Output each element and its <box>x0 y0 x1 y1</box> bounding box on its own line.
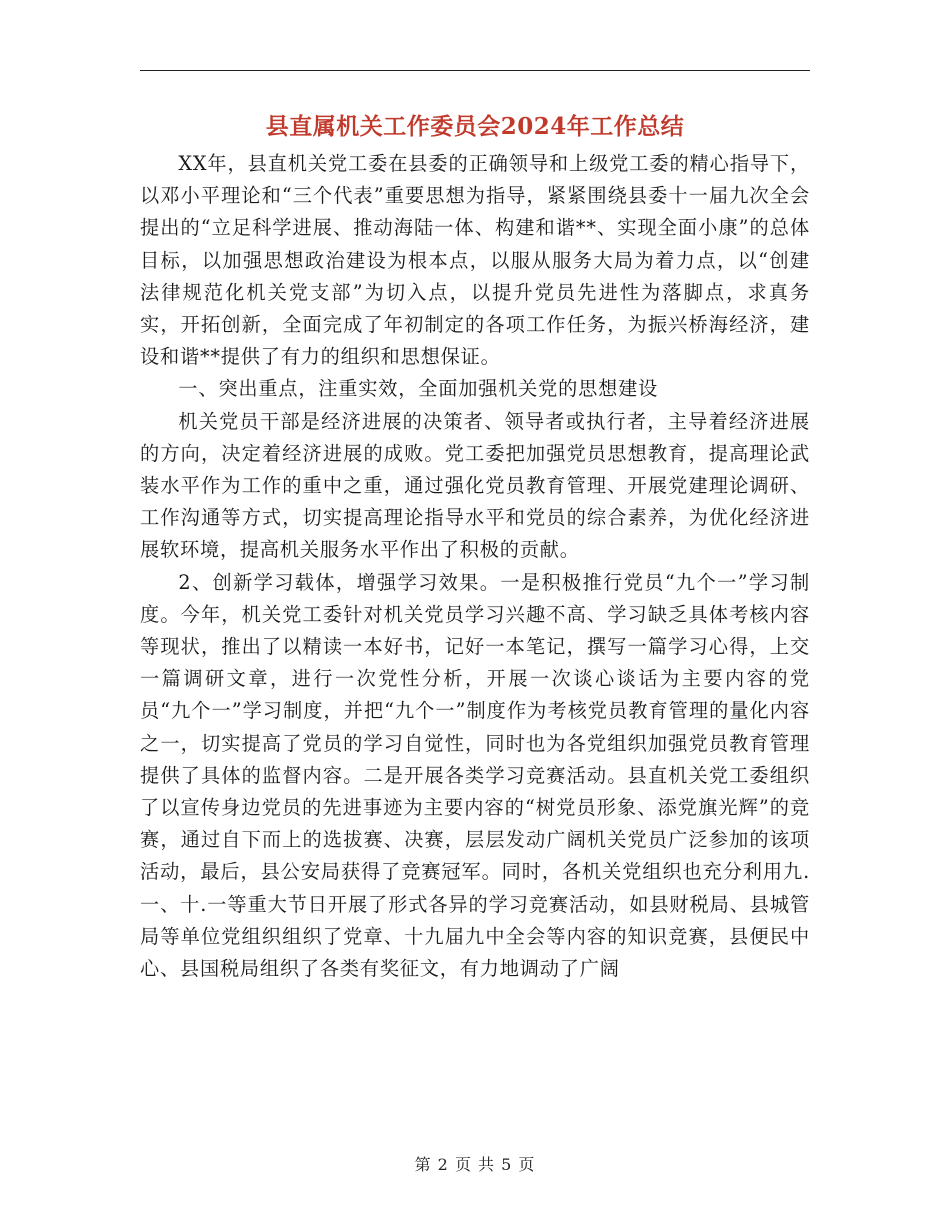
document-body <box>140 148 810 985</box>
section-heading-1: 一、突出重点，注重实效，全面加强机关党的思想建设 <box>178 377 659 401</box>
document-title: 县直属机关工作委员会2024年工作总结 <box>265 113 685 140</box>
header-rule <box>140 70 810 71</box>
page-number: 第 2 页 共 5 页 <box>414 1155 536 1174</box>
paragraph-item-2: 2、创新学习载体，增强学习效果。一是积极推行党员“九个一”学习制度。今年，机关党工委针对机关党员学习兴趣不高、学习缺乏具体考核内容等现状，推出了以精读一本好书，记好一本笔记，撰写一篇学习心得，上交一篇调研文章，进行一次党性分析，开展一次谈心谈话为主要内容的党员“九个一”学习制度，并把“九个一”制度作为考核党员教育管理的量化内容之一，切实提高了党员的学习自觉性，同时也为各党组织加强党员教育管理提供了具体的监督内容。二是开展各类学习竞赛活动。县直机关党工委组织了以宣传身边党员的先进事迹为主要内容的“树党员形象、添党旗光辉”的竞赛，通过自下而上的选拔赛、决赛，层层发动广阔机关党员广泛参加的该项活动，最后，县公安局获得了竞赛冠军。同时，各机关党组织也充分利用九.一、十.一等重大节日开展了形式各异的学习竞赛活动，如县财税局、县城管局等单位党组织组织了党章、十九届九中全会等内容的知识竞赛，县便民中心、县国税局组织了各类有奖征文，有力地调动了广阔 <box>140 570 810 981</box>
paragraph-intro: XX年，县直机关党工委在县委的正确领导和上级党工委的精心指导下，以邓小平理论和“三个代表”重要思想为指导，紧紧围绕县委十一届九次全会提出的“立足科学进展、推动海陆一体、构建和谐**、实现全面小康”的总体目标，以加强思想政治建设为根本点，以服从服务大局为着力点，以“创建法律规范化机关党支部”为切入点，以提升党员先进性为落脚点，求真务实，开拓创新，全面完成了年初制定的各项工作任务，为振兴桥海经济，建设和谐**提供了有力的组织和思想保证。 <box>140 152 810 369</box>
paragraph-section-1: 机关党员干部是经济进展的决策者、领导者或执行者，主导着经济进展的方向，决定着经济进展的成败。党工委把加强党员思想教育，提高理论武装水平作为工作的重中之重，通过强化党员教育管理、开展党建理论调研、工作沟通等方式，切实提高理论指导水平和党员的综合素养，为优化经济进展软环境，提高机关服务水平作出了积极的贡献。 <box>140 409 810 562</box>
